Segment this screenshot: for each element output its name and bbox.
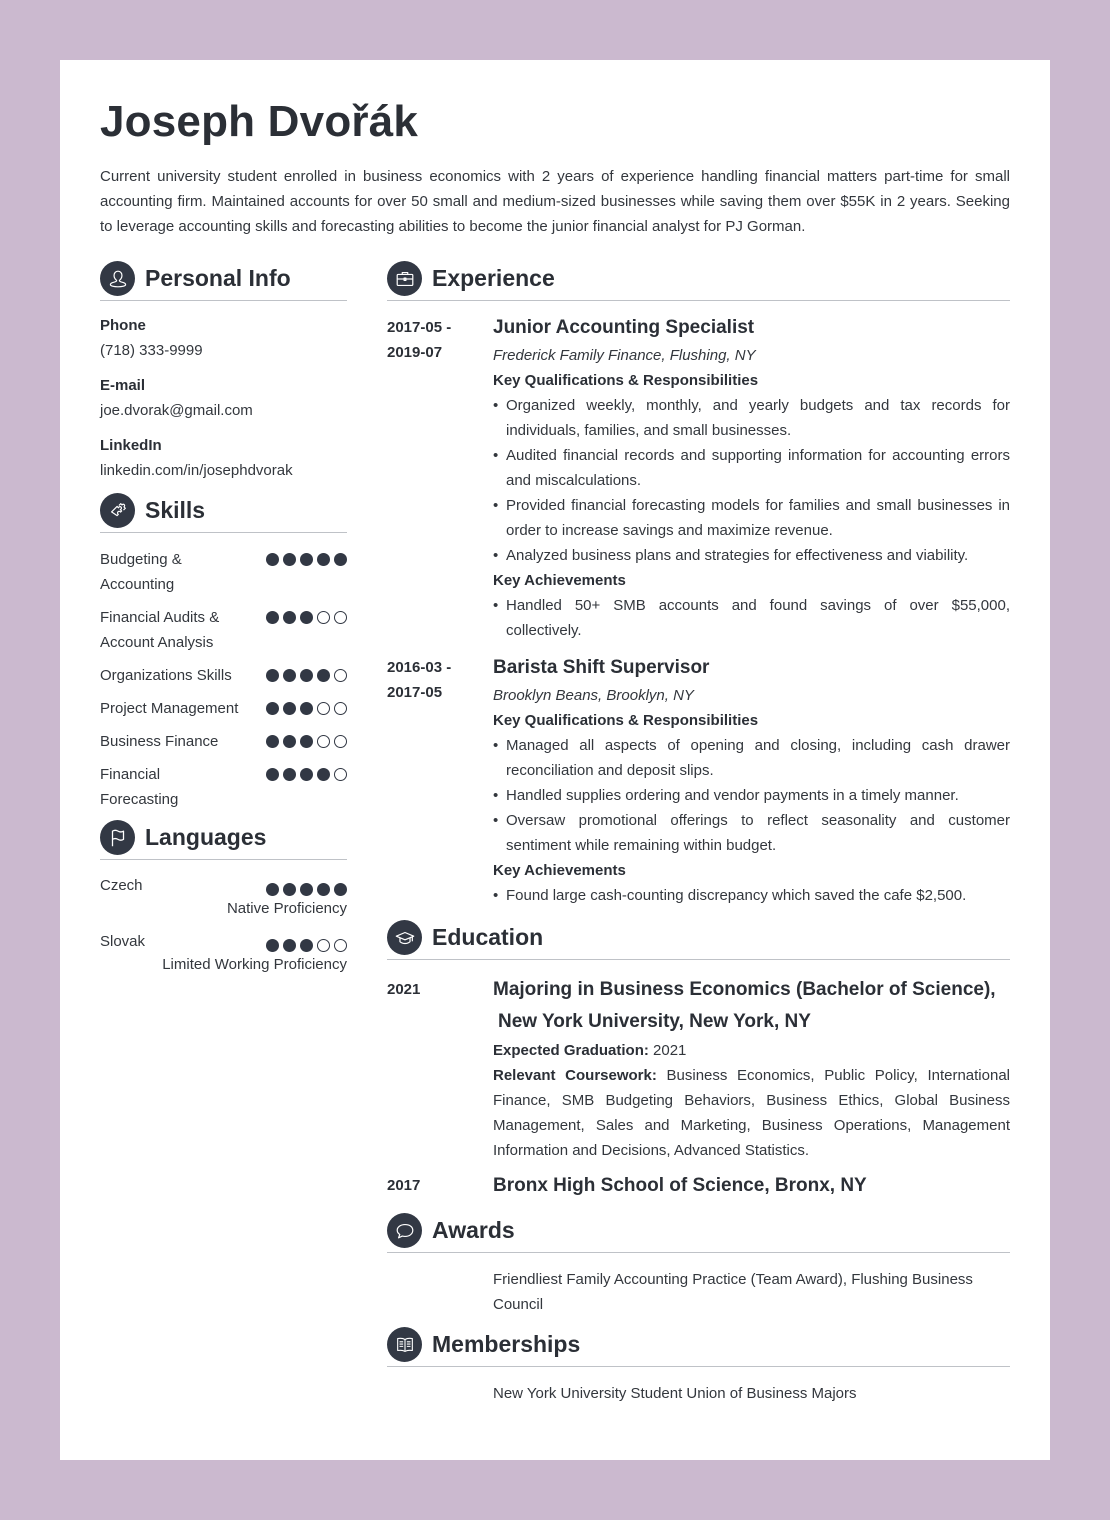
phone-label: Phone <box>100 317 146 334</box>
empty-dot <box>317 611 330 624</box>
skill-name: Budgeting & Accounting <box>100 551 182 593</box>
filled-dot <box>283 553 296 566</box>
language-name: Slovak <box>100 933 146 950</box>
education-header <box>387 920 1010 960</box>
filled-dot <box>300 883 313 896</box>
section-title: Memberships <box>432 1331 581 1357</box>
job-dates <box>387 655 493 908</box>
rating-dots <box>262 735 347 748</box>
job-body <box>493 655 1010 908</box>
filled-dot <box>266 883 279 896</box>
coursework-label: Relevant Coursework: <box>493 1067 657 1084</box>
languages-list <box>100 874 347 976</box>
language-name: Czech <box>100 877 143 894</box>
filled-dot <box>334 883 347 896</box>
achievement-item: • Handled 50+ SMB accounts and found savings of over $55,000, collectively. <box>493 593 1010 643</box>
section-title: Personal Info <box>145 265 291 291</box>
skill-row <box>100 696 347 721</box>
empty-dot <box>334 669 347 682</box>
filled-dot <box>283 702 296 715</box>
skill-name: Financial Forecasting <box>100 766 179 808</box>
filled-dot <box>266 939 279 952</box>
rating-dots <box>262 702 347 715</box>
phone-value: (718) 333-9999 <box>100 342 203 359</box>
job-title: Barista Shift Supervisor <box>493 657 710 678</box>
rating-dots <box>262 768 347 781</box>
filled-dot <box>300 669 313 682</box>
flag-icon <box>100 820 135 855</box>
job-body <box>493 315 1010 643</box>
filled-dot <box>334 553 347 566</box>
responsibility-item: • Oversaw promotional offerings to reflect seasonality and customer sentiment while remaining within budget. <box>493 808 1010 858</box>
filled-dot <box>300 702 313 715</box>
filled-dot <box>283 669 296 682</box>
coursework-value: Business Economics, Public Policy, International Finance, SMB Budgeting Behaviors, Business Ethics, Global Business Management, Sales and Marketing, Business Operations, Management Information and Decisions, Advanced Statistics. <box>493 1067 1010 1159</box>
memberships-header <box>387 1327 1010 1367</box>
book-icon <box>387 1327 422 1362</box>
filled-dot <box>283 883 296 896</box>
puzzle-icon <box>100 493 135 528</box>
award-text: Friendliest Family Accounting Practice (Team Award), Flushing Business Council <box>493 1271 973 1313</box>
resume-page <box>60 60 1050 1460</box>
skill-name: Organizations Skills <box>100 667 232 684</box>
section-title: Awards <box>432 1217 515 1243</box>
responsibilities-list <box>493 393 1010 568</box>
speech-bubble-icon <box>387 1213 422 1248</box>
job-date-start: 2016-03 - <box>387 659 452 676</box>
filled-dot <box>266 768 279 781</box>
education-year: 2017 <box>387 1177 421 1194</box>
responsibility-item: • Analyzed business plans and strategies for effectiveness and viability. <box>493 543 1010 568</box>
person-icon <box>100 261 135 296</box>
rating-dots <box>262 939 347 952</box>
skill-row <box>100 605 347 655</box>
left-column <box>100 261 347 1406</box>
expected-graduation-label: Expected Graduation: <box>493 1042 649 1059</box>
education-entry <box>387 1173 1010 1201</box>
responsibility-item: • Audited financial records and supporting information for accounting errors and miscalculations. <box>493 443 1010 493</box>
filled-dot <box>266 553 279 566</box>
filled-dot <box>300 939 313 952</box>
empty-dot <box>334 702 347 715</box>
filled-dot <box>317 553 330 566</box>
filled-dot <box>283 735 296 748</box>
job-dates <box>387 315 493 643</box>
linkedin-label: LinkedIn <box>100 437 162 454</box>
job-entry <box>387 315 1010 643</box>
section-title: Languages <box>145 824 267 850</box>
skill-row <box>100 663 347 688</box>
filled-dot <box>266 702 279 715</box>
job-date-start: 2017-05 - <box>387 319 452 336</box>
filled-dot <box>317 669 330 682</box>
rating-dots <box>262 553 347 566</box>
filled-dot <box>300 611 313 624</box>
empty-dot <box>317 702 330 715</box>
filled-dot <box>283 768 296 781</box>
empty-dot <box>317 939 330 952</box>
job-company: Brooklyn Beans, Brooklyn, NY <box>493 687 694 704</box>
briefcase-icon <box>387 261 422 296</box>
language-proficiency: Native Proficiency <box>226 900 347 917</box>
candidate-name: Joseph Dvořák <box>100 97 419 146</box>
responsibilities-label: Key Qualifications & Responsibilities <box>493 372 759 389</box>
responsibility-item: • Provided financial forecasting models for families and small businesses in order to increase savings and maximize revenue. <box>493 493 1010 543</box>
filled-dot <box>317 768 330 781</box>
achievements-label: Key Achievements <box>493 862 626 879</box>
education-title: Majoring in Business Economics (Bachelor of Science), <box>493 979 996 1000</box>
jobs-list <box>387 315 1010 908</box>
rating-dots <box>262 669 347 682</box>
achievements-list <box>493 593 1010 643</box>
expected-graduation <box>493 1038 1010 1063</box>
education-year: 2021 <box>387 981 421 998</box>
language-top <box>100 874 347 898</box>
empty-dot <box>334 768 347 781</box>
linkedin-value: linkedin.com/in/josephdvorak <box>100 462 293 479</box>
filled-dot <box>266 735 279 748</box>
award-entry <box>387 1267 1010 1317</box>
membership-text: New York University Student Union of Business Majors <box>493 1385 857 1402</box>
filled-dot <box>300 553 313 566</box>
responsibilities-label: Key Qualifications & Responsibilities <box>493 712 759 729</box>
experience-header <box>387 261 1010 301</box>
language-row <box>100 930 347 976</box>
responsibility-item: • Handled supplies ordering and vendor payments in a timely manner. <box>493 783 1010 808</box>
section-title: Skills <box>145 497 206 523</box>
filled-dot <box>300 735 313 748</box>
skills-header <box>100 493 347 533</box>
education-school: New York University, New York, NY <box>498 1011 811 1032</box>
job-date-end: 2019-07 <box>387 344 443 361</box>
email-value: joe.dvorak@gmail.com <box>100 402 253 419</box>
rating-dots <box>262 883 347 896</box>
summary: Current university student enrolled in business economics with 2 years of experience handling financial matters part-time for small accounting firm. Maintained accounts for over 50 small and medium-sized businesses while saving them over $55K in 2 years. Seeking to leverage accounting skills and forecasting abilities to become the junior financial analyst for PJ Gorman. <box>100 168 1010 235</box>
skills-list <box>100 547 347 812</box>
filled-dot <box>283 611 296 624</box>
awards-header <box>387 1213 1010 1253</box>
education-school: Bronx High School of Science, Bronx, NY <box>493 1175 867 1196</box>
language-row <box>100 874 347 920</box>
email-label: E-mail <box>100 377 146 394</box>
language-top <box>100 930 347 954</box>
education-entry <box>387 974 1010 1163</box>
filled-dot <box>300 768 313 781</box>
filled-dot <box>317 883 330 896</box>
right-column <box>387 261 1010 1406</box>
expected-graduation-value: 2021 <box>653 1042 687 1059</box>
responsibility-item: • Managed all aspects of opening and closing, including cash drawer reconciliation and deposit slips. <box>493 733 1010 783</box>
skill-row <box>100 762 347 812</box>
filled-dot <box>283 939 296 952</box>
section-title: Education <box>432 924 544 950</box>
graduation-cap-icon <box>387 920 422 955</box>
achievements-list <box>493 883 1010 908</box>
filled-dot <box>266 669 279 682</box>
empty-dot <box>334 735 347 748</box>
responsibility-item: • Organized weekly, monthly, and yearly budgets and tax records for individuals, families, and small businesses. <box>493 393 1010 443</box>
language-proficiency: Limited Working Proficiency <box>162 956 347 973</box>
achievements-label: Key Achievements <box>493 572 626 589</box>
skill-name: Financial Audits & Account Analysis <box>100 609 220 651</box>
personal-info-header <box>100 261 347 301</box>
skill-name: Project Management <box>100 700 239 717</box>
empty-dot <box>334 611 347 624</box>
job-date-end: 2017-05 <box>387 684 443 701</box>
membership-entry <box>387 1381 1010 1406</box>
relevant-coursework <box>493 1063 1010 1163</box>
responsibilities-list <box>493 733 1010 858</box>
skill-row <box>100 547 347 597</box>
skill-row <box>100 729 347 754</box>
empty-dot <box>334 939 347 952</box>
filled-dot <box>266 611 279 624</box>
job-title: Junior Accounting Specialist <box>493 317 755 338</box>
section-title: Experience <box>432 265 555 291</box>
skill-name: Business Finance <box>100 733 219 750</box>
rating-dots <box>262 611 347 624</box>
achievement-item: • Found large cash-counting discrepancy which saved the cafe $2,500. <box>493 883 1010 908</box>
languages-header <box>100 820 347 860</box>
empty-dot <box>317 735 330 748</box>
job-company: Frederick Family Finance, Flushing, NY <box>493 347 756 364</box>
job-entry <box>387 655 1010 908</box>
